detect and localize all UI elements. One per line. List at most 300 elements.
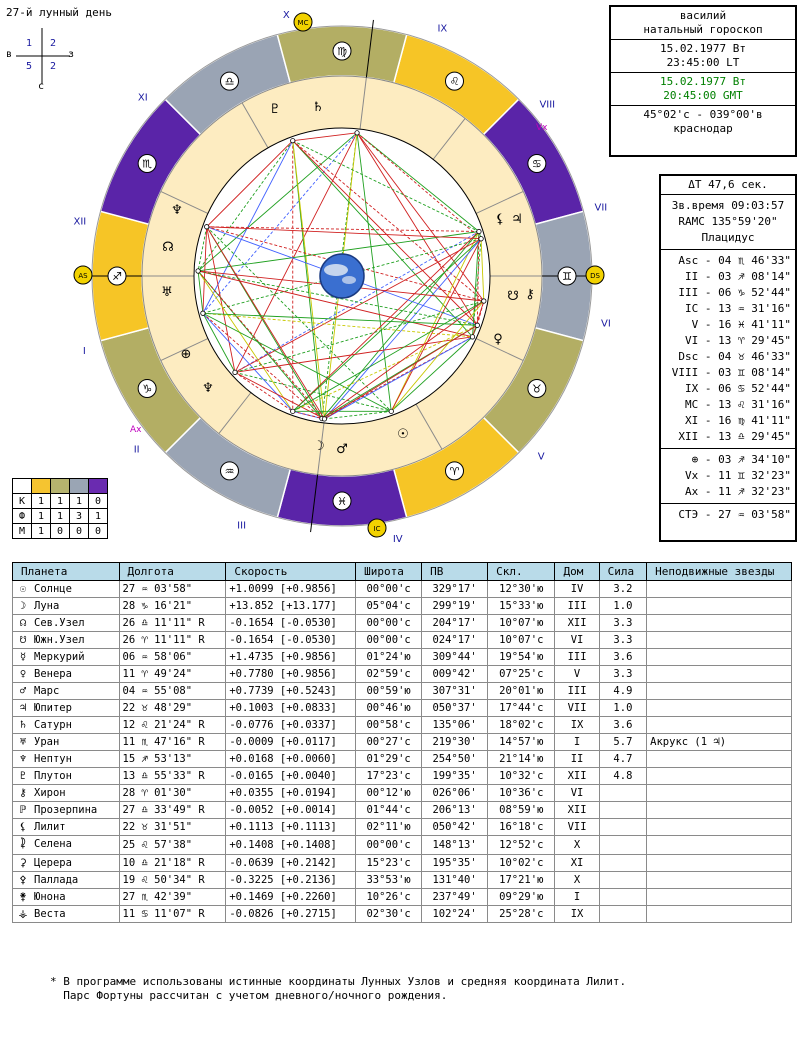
cell-power: 1.0 [599, 700, 647, 717]
cell-power [599, 819, 647, 836]
planet-icon: ☽ [19, 600, 27, 612]
cell-lat: 05°04'с [356, 598, 422, 615]
houses-panel [659, 174, 797, 542]
chart-header-box [609, 5, 797, 157]
mc-marker [294, 13, 312, 31]
extra-point-value: Vx - 11 ♊ 32'23" [685, 469, 791, 482]
house-number-label: IV [392, 534, 403, 546]
cell-ra: 254°50' [422, 751, 488, 768]
legend-row [13, 524, 108, 539]
gmt-time: 20:45:00 GMT [663, 89, 743, 102]
cell-ra: 050°42' [422, 819, 488, 836]
cell-ra: 309°44' [422, 649, 488, 666]
aspect-node [482, 299, 486, 303]
planet-name: Хирон [34, 787, 66, 799]
planet-name: Лилит [34, 821, 66, 833]
house-number-label: III [237, 520, 247, 532]
planet-cell [13, 768, 120, 785]
cell-stars [647, 889, 792, 906]
cell-lon: 25 ♌ 57'38" [119, 836, 226, 855]
house-cusp-value: IC - 13 ♒ 31'16" [685, 302, 791, 315]
cell-lon: 27 ♒ 03'58" [119, 581, 226, 598]
cell-power: 3.3 [599, 632, 647, 649]
cell-house: VII [555, 700, 599, 717]
planet-cell [13, 889, 120, 906]
column-header: Планета [13, 563, 120, 581]
cell-lat: 00°00'с [356, 632, 422, 649]
cell-ra: 237°49' [422, 889, 488, 906]
cell-ra: 219°30' [422, 734, 488, 751]
cell-speed: +0.1003 [+0.0833] [226, 700, 356, 717]
planet-name: Луна [34, 600, 60, 612]
column-header: Скл. [488, 563, 555, 581]
house-cusp-value: XI - 16 ♍ 41'11" [685, 414, 791, 427]
table-row [13, 889, 792, 906]
cell-lon: 22 ♉ 48'29" [119, 700, 226, 717]
zodiac-sign-icon: ♎ [224, 75, 235, 89]
cell-speed: -0.0639 [+0.2142] [226, 855, 356, 872]
cell-lat: 33°53'ю [356, 872, 422, 889]
ax-label: Ax [130, 425, 142, 435]
cell-stars [647, 855, 792, 872]
planet-name: Юнона [34, 891, 66, 903]
aspect-node [233, 370, 237, 374]
house-cusp-value: MC - 13 ♌ 31'16" [685, 398, 791, 411]
aspect-node [470, 335, 474, 339]
city: краснодар [673, 122, 733, 135]
table-row [13, 581, 792, 598]
cell-lon: 19 ♌ 50'34" R [119, 872, 226, 889]
cell-stars [647, 802, 792, 819]
planet-glyph: ☊ [162, 240, 174, 255]
cell-lat: 00°12'ю [356, 785, 422, 802]
planet-cell [13, 906, 120, 923]
cell-power: 4.7 [599, 751, 647, 768]
planet-icon: ♄ [19, 719, 27, 731]
cell-lat: 02°11'ю [356, 819, 422, 836]
zodiac-sign-icon: ♈ [449, 464, 460, 478]
cell-lon: 04 ♒ 55'08" [119, 683, 226, 700]
planet-icon: ♂ [19, 685, 27, 697]
footnote [50, 975, 626, 1003]
cell-lon: 06 ♒ 58'06" [119, 649, 226, 666]
cell-stars [647, 819, 792, 836]
moon-day-label: 27-й лунный день [6, 6, 112, 19]
legend-row-label: М [13, 524, 32, 539]
cell-power: 4.8 [599, 768, 647, 785]
house-number-label: I [82, 345, 86, 357]
table-row [13, 717, 792, 734]
aspect-node [196, 269, 200, 273]
aspect-node [355, 131, 359, 135]
cell-power [599, 785, 647, 802]
cell-lon: 11 ♏ 47'16" R [119, 734, 226, 751]
table-row [13, 598, 792, 615]
cell-stars [647, 906, 792, 923]
cell-power [599, 802, 647, 819]
aspect-node [322, 417, 326, 421]
cell-lat: 02°59'с [356, 666, 422, 683]
cell-dec: 10°07'ю [488, 615, 555, 632]
cell-stars [647, 683, 792, 700]
local-date: 15.02.1977 Вт [659, 42, 747, 55]
zodiac-sign-icon: ♍ [337, 45, 347, 58]
cell-power: 5.7 [599, 734, 647, 751]
planet-cell [13, 855, 120, 872]
cell-power [599, 836, 647, 855]
house-system: Плацидус [701, 231, 755, 244]
cell-speed: +0.1113 [+0.1113] [226, 819, 356, 836]
element-legend [12, 478, 108, 539]
house-number-label: II [133, 444, 140, 456]
cell-house: VI [555, 632, 599, 649]
cell-stars [647, 768, 792, 785]
cell-ra: 050°37' [422, 700, 488, 717]
planet-icon: ⚷ [19, 787, 27, 799]
legend-row-label: Ф [13, 509, 32, 524]
table-row [13, 819, 792, 836]
house-cusp-value: Asc - 04 ♏ 46'33" [678, 254, 791, 267]
house-number-label: X [282, 9, 290, 21]
planet-icon: ☉ [19, 583, 27, 595]
cell-power [599, 889, 647, 906]
cell-lat: 01°24'ю [356, 649, 422, 666]
house-cusp-value: VI - 13 ♈ 29'45" [685, 334, 791, 347]
cell-lat: 00°58'с [356, 717, 422, 734]
ic-marker [368, 519, 386, 537]
legend-value: 1 [32, 494, 51, 509]
planet-glyph: ⊕ [180, 347, 192, 362]
cell-ra: 135°06' [422, 717, 488, 734]
ramc: RAMC 135°59'20" [678, 215, 778, 228]
chart-type: натальный гороскоп [643, 23, 763, 36]
planet-icon: ⚶ [18, 908, 28, 920]
compass-q1: 1 [26, 38, 33, 49]
cell-stars [647, 649, 792, 666]
planet-cell [13, 802, 120, 819]
cell-ra: 131°40' [422, 872, 488, 889]
planet-cell [13, 683, 120, 700]
extra-point-value: ⊕ - 03 ♐ 34'10" [691, 453, 791, 466]
table-row [13, 632, 792, 649]
planet-icon: ♇ [19, 770, 27, 782]
cell-lat: 10°26'с [356, 889, 422, 906]
sidereal-time: Зв.время 09:03:57 [671, 199, 785, 212]
planet-name: Южн.Узел [34, 634, 85, 646]
planet-name: Юпитер [34, 702, 72, 714]
planet-glyph: ♃ [511, 212, 523, 227]
zodiac-sign-icon: ♓ [337, 495, 347, 508]
cell-power: 3.6 [599, 649, 647, 666]
cell-dec: 20°01'ю [488, 683, 555, 700]
planets-table [12, 562, 792, 923]
planet-name: Нептун [34, 753, 72, 765]
column-header: Широта [356, 563, 422, 581]
cell-dec: 14°57'ю [488, 734, 555, 751]
table-row [13, 836, 792, 855]
aspect-node [291, 138, 295, 142]
planet-name: Селена [34, 838, 72, 850]
cell-speed: +13.852 [+13.177] [226, 598, 356, 615]
cell-dec: 16°18'с [488, 819, 555, 836]
planet-icon: ⚵ [19, 891, 27, 903]
legend-value: 3 [70, 509, 89, 524]
table-row [13, 802, 792, 819]
planet-glyph: ☽ [313, 439, 325, 454]
cell-stars [647, 872, 792, 889]
cell-lat: 00°59'ю [356, 683, 422, 700]
cell-speed: -0.1654 [-0.0530] [226, 632, 356, 649]
cell-ra: 329°17' [422, 581, 488, 598]
cell-speed: +0.1408 [+0.1408] [226, 836, 356, 855]
legend-value: 1 [89, 509, 108, 524]
cell-speed: -0.0776 [+0.0337] [226, 717, 356, 734]
planet-name: Церера [34, 857, 72, 869]
zodiac-sign-icon: ♒ [224, 464, 235, 478]
cell-dec: 10°32'с [488, 768, 555, 785]
legend-row [13, 494, 108, 509]
house-cusp-value: IX - 06 ♋ 52'44" [685, 382, 791, 395]
cell-dec: 07°25'с [488, 666, 555, 683]
planet-icon: ♅ [19, 736, 27, 748]
cell-ra: 195°35' [422, 855, 488, 872]
cell-dec: 17°44'с [488, 700, 555, 717]
cell-house: XII [555, 802, 599, 819]
legend-value: 1 [51, 494, 70, 509]
cell-dec: 12°52'с [488, 836, 555, 855]
table-header-row [13, 563, 792, 581]
cell-lat: 00°46'ю [356, 700, 422, 717]
legend-value: 0 [89, 494, 108, 509]
delta-t: ΔT 47,6 сек. [661, 176, 795, 195]
mc-label: MC [297, 19, 309, 27]
planet-icon: ⚴ [19, 874, 27, 886]
table-row [13, 683, 792, 700]
planet-icon: ℙ [19, 804, 27, 816]
column-header: Неподвижные звезды [647, 563, 792, 581]
cell-power [599, 872, 647, 889]
planet-icon: ⯝ [19, 838, 27, 850]
house-cusp-value: VIII - 03 ♊ 08'14" [671, 366, 791, 379]
cell-speed: +0.7780 [+0.9856] [226, 666, 356, 683]
planet-cell [13, 734, 120, 751]
cell-stars [647, 717, 792, 734]
as-marker [74, 266, 92, 284]
legend-color-cell [89, 479, 108, 494]
cell-ra: 199°35' [422, 768, 488, 785]
house-cusp-value: III - 06 ♑ 52'44" [678, 286, 791, 299]
planet-cell [13, 872, 120, 889]
planet-glyph: ⚸ [495, 212, 505, 227]
cell-speed: -0.0165 [+0.0040] [226, 768, 356, 785]
cell-dec: 10°07'с [488, 632, 555, 649]
cell-speed: +1.4735 [+0.9856] [226, 649, 356, 666]
cell-power: 4.9 [599, 683, 647, 700]
cell-stars: Акрукс (1 ♃) [647, 734, 792, 751]
cell-dec: 21°14'ю [488, 751, 555, 768]
planet-name: Марс [34, 685, 60, 697]
cell-power [599, 906, 647, 923]
legend-value: 1 [51, 509, 70, 524]
cell-lon: 27 ♏ 42'39" [119, 889, 226, 906]
cell-lon: 26 ♈ 11'11" R [119, 632, 226, 649]
table-row [13, 751, 792, 768]
table-row [13, 734, 792, 751]
cell-speed: -0.0826 [+0.2715] [226, 906, 356, 923]
aspect-node [477, 229, 481, 233]
cell-lon: 10 ♎ 21'18" R [119, 855, 226, 872]
house-number-label: XI [137, 92, 148, 104]
cell-power: 3.3 [599, 615, 647, 632]
cell-house: XI [555, 855, 599, 872]
local-time: 23:45:00 LT [666, 56, 740, 69]
planet-cell [13, 598, 120, 615]
cell-lon: 28 ♑ 16'21" [119, 598, 226, 615]
ste-value: СТЭ - 27 ♒ 03'58" [678, 508, 791, 521]
cell-house: VI [555, 785, 599, 802]
column-header: Дом [555, 563, 599, 581]
cell-house: II [555, 751, 599, 768]
cell-house: I [555, 734, 599, 751]
planet-name: Меркурий [34, 651, 85, 663]
cell-lon: 28 ♈ 01'30" [119, 785, 226, 802]
cell-house: IV [555, 581, 599, 598]
planet-glyph: ♀ [493, 332, 503, 347]
compass-north: с [38, 81, 45, 92]
aspect-node [479, 237, 483, 241]
planet-name: Сатурн [34, 719, 72, 731]
cell-lat: 00°00'с [356, 836, 422, 855]
planet-icon: ♀ [19, 668, 27, 680]
planet-glyph: ♅ [161, 285, 173, 300]
table-row [13, 768, 792, 785]
table-row [13, 700, 792, 717]
cell-dec: 19°54'ю [488, 649, 555, 666]
planet-name: Солнце [34, 583, 72, 595]
zodiac-sign-icon: ♊ [562, 270, 572, 283]
cell-lat: 02°30'с [356, 906, 422, 923]
planet-name: Прозерпина [34, 804, 98, 816]
house-number-label: V [537, 451, 545, 463]
table-row [13, 855, 792, 872]
house-cusp-value: II - 03 ♐ 08'14" [685, 270, 791, 283]
house-cusp-value: Dsc - 04 ♉ 46'33" [678, 350, 791, 363]
zodiac-sign-icon: ♉ [531, 382, 542, 396]
cell-stars [647, 836, 792, 855]
planet-cell [13, 836, 120, 855]
planet-glyph: ☉ [397, 427, 409, 442]
planet-glyph: ♆ [202, 381, 214, 396]
planet-glyph: ♆ [171, 203, 183, 218]
planet-cell [13, 717, 120, 734]
planet-name: Паллада [34, 874, 79, 886]
planet-glyph: ⚷ [525, 287, 535, 302]
coordinates: 45°02'с - 039°00'в [643, 108, 763, 121]
cell-speed: -0.1654 [-0.0530] [226, 615, 356, 632]
compass-west: з [68, 49, 75, 60]
column-header: Долгота [119, 563, 226, 581]
cell-speed: -0.0009 [+0.0117] [226, 734, 356, 751]
cell-house: XII [555, 768, 599, 785]
cell-ra: 026°06' [422, 785, 488, 802]
cell-lon: 11 ♋ 11'07" R [119, 906, 226, 923]
natal-wheel [66, 8, 611, 546]
cell-house: XII [555, 615, 599, 632]
planet-cell [13, 581, 120, 598]
cell-power: 3.3 [599, 666, 647, 683]
cell-dec: 10°02'с [488, 855, 555, 872]
planet-icon: ☿ [19, 651, 27, 663]
planet-cell [13, 632, 120, 649]
cell-lat: 00°00'с [356, 581, 422, 598]
house-number-label: XII [73, 216, 87, 228]
cell-speed: +0.0355 [+0.0194] [226, 785, 356, 802]
legend-value: 0 [70, 524, 89, 539]
cell-stars [647, 598, 792, 615]
planet-icon: ⚸ [19, 821, 27, 833]
ic-label: IC [373, 525, 381, 533]
planet-cell [13, 785, 120, 802]
cell-lat: 01°44'с [356, 802, 422, 819]
as-label: AS [78, 272, 88, 280]
footnote-line-1: * В программе использованы истинные координаты Лунных Узлов и средняя координата Лилит. [50, 975, 627, 988]
cell-stars [647, 581, 792, 598]
planet-name: Веста [34, 908, 66, 920]
cell-dec: 17°21'ю [488, 872, 555, 889]
cell-lat: 00°27'с [356, 734, 422, 751]
ds-marker [586, 266, 604, 284]
legend-value: 1 [32, 524, 51, 539]
table-row [13, 615, 792, 632]
cell-dec: 09°29'ю [488, 889, 555, 906]
column-header: Скорость [226, 563, 356, 581]
planet-name: Плутон [34, 770, 72, 782]
planet-cell [13, 649, 120, 666]
planet-icon: ♆ [19, 753, 27, 765]
cell-house: IX [555, 717, 599, 734]
cell-ra: 299°19' [422, 598, 488, 615]
aspect-node [204, 225, 208, 229]
cell-house: X [555, 836, 599, 855]
planet-icon: ♃ [19, 702, 27, 714]
legend-row-label: К [13, 494, 32, 509]
cell-speed: -0.3225 [+0.2136] [226, 872, 356, 889]
cell-house: X [555, 872, 599, 889]
cell-stars [647, 700, 792, 717]
cell-dec: 08°59'ю [488, 802, 555, 819]
planet-glyph: ♇ [269, 102, 281, 117]
planet-name: Уран [34, 736, 60, 748]
compass-q4: 2 [50, 61, 57, 72]
table-row [13, 906, 792, 923]
house-number-label: VII [594, 202, 608, 214]
footnote-line-2: Парс Фортуны рассчитан с учетом дневного/ночного рождения. [50, 989, 448, 1002]
legend-color-cell [13, 479, 32, 494]
aspect-node [475, 323, 479, 327]
planet-glyph: ♂ [336, 442, 348, 457]
aspect-node [291, 409, 295, 413]
legend-color-cell [32, 479, 51, 494]
cell-speed: +1.0099 [+0.9856] [226, 581, 356, 598]
compass-east: в [6, 49, 13, 60]
zodiac-sign-icon: ♏ [142, 157, 153, 171]
cell-house: VII [555, 819, 599, 836]
table-row [13, 666, 792, 683]
vx-label: Vx [536, 123, 548, 133]
planet-glyph: ☋ [507, 289, 519, 304]
cell-dec: 10°36'с [488, 785, 555, 802]
cell-speed: +0.7739 [+0.5243] [226, 683, 356, 700]
